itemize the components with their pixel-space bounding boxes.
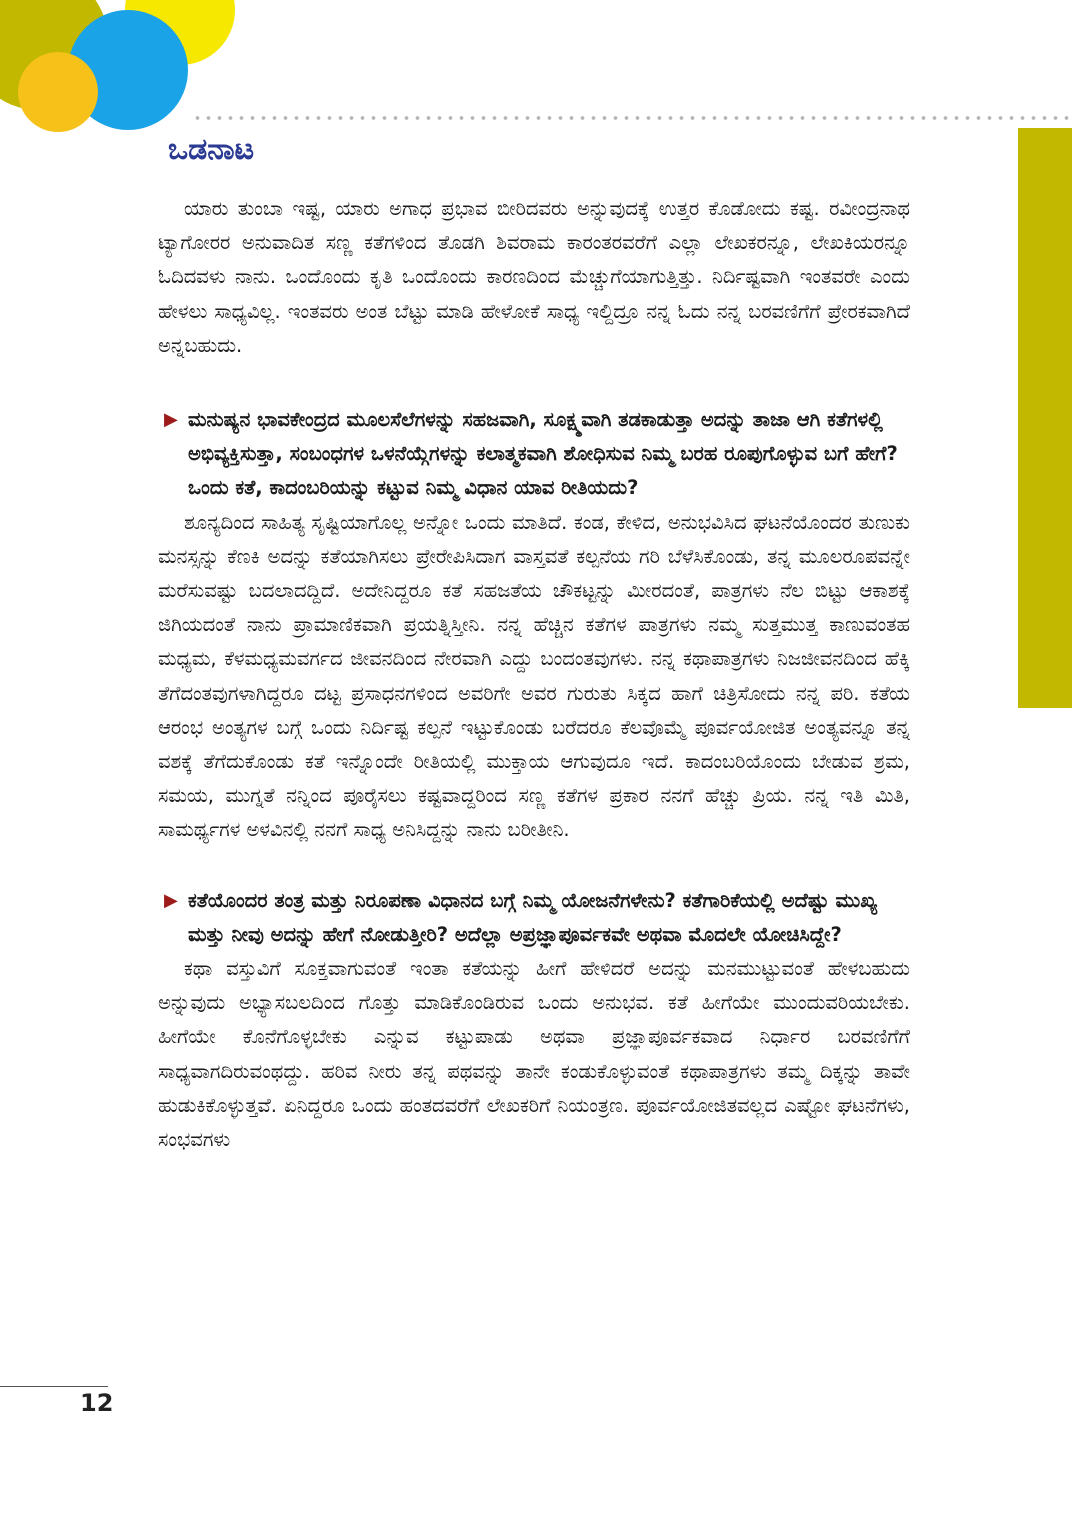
answer-2: ಕಥಾ ವಸ್ತುವಿಗೆ ಸೂಕ್ತವಾಗುವಂತೆ ಇಂತಾ ಕತೆಯನ್ನು ಹೀಗೆ ಹೇಳಿದರೆ ಅದನ್ನು ಮನಮುಟ್ಟುವಂತೆ ಹೇಳಬಹುದು ಅನ್ನುವುದು ಅಭ್ಯಾಸಬಲದಿಂದ ಗೊತ್ತು ಮಾಡಿಕೊಂಡಿರುವ ಒಂದು ಅನುಭವ. ಕತೆ ಹೀಗೆಯೇ ಮುಂದುವರಿಯಬೇಕು. ಹೀಗೆಯೇ ಕೊನೆಗೊಳ್ಳಬೇಕು ಎನ್ನುವ ಕಟ್ಟುಪಾಡು ಅಥವಾ ಪ್ರಜ್ಞಾಪೂರ್ವಕವಾದ ನಿರ್ಧಾರ ಬರವಣಿಗೆಗೆ ಸಾಧ್ಯವಾಗದಿರುವಂಥದ್ದು. ಹರಿವ ನೀರು ತನ್ನ ಪಥವನ್ನು ತಾನೇ ಕಂಡುಕೊಳ್ಳುವಂತೆ ಕಥಾಪಾತ್ರಗಳು ತಮ್ಮ ದಿಕ್ಕನ್ನು ತಾವೇ ಹುಡುಕಿಕೊಳ್ಳುತ್ತವೆ. ಏನಿದ್ದರೂ ಒಂದು ಹಂತದವರೆಗೆ ಲೇಖಕರಿಗೆ ನಿಯಂತ್ರಣ. ಪೂರ್ವಯೋಜಿತವಲ್ಲದ ಎಷ್ಟೋ ಘಟನೆಗಳು, ಸಂಭವಗಳು xyxy=(158,957,910,1152)
side-color-bar xyxy=(1018,128,1072,708)
answer-1: ಶೂನ್ಯದಿಂದ ಸಾಹಿತ್ಯ ಸೃಷ್ಟಿಯಾಗೊಲ್ಲ ಅನ್ನೋ ಒಂದು ಮಾತಿದೆ. ಕಂಡ, ಕೇಳಿದ, ಅನುಭವಿಸಿದ ಘಟನೆಯೊಂದರ ತುಣುಕು ಮನಸ್ಸನ್ನು ಕೆಣಕಿ ಅದನ್ನು ಕತೆಯಾಗಿಸಲು ಪ್ರೇರೇಪಿಸಿದಾಗ ವಾಸ್ತವತೆ ಕಲ್ಪನೆಯ ಗರಿ ಬೆಳೆಸಿಕೊಂಡು, ತನ್ನ ಮೂಲರೂಪವನ್ನೇ ಮರೆಸುವಷ್ಟು ಬದಲಾದದ್ದಿದೆ. ಅದೇನಿದ್ದರೂ ಕತೆ ಸಹಜತೆಯ ಚೌಕಟ್ಟನ್ನು ಮೀರದಂತೆ, ಪಾತ್ರಗಳು ನೆಲ ಬಿಟ್ಟು ಆಕಾಶಕ್ಕೆ ಜಿಗಿಯದಂತೆ ನಾನು ಪ್ರಾಮಾಣಿಕವಾಗಿ ಪ್ರಯತ್ನಿಸ್ತೀನಿ. ನನ್ನ ಹೆಚ್ಚಿನ ಕತೆಗಳ ಪಾತ್ರಗಳು ನಮ್ಮ ಸುತ್ತಮುತ್ತ ಕಾಣುವಂತಹ ಮಧ್ಯಮ, ಕೆಳಮಧ್ಯಮವರ್ಗದ ಜೀವನದಿಂದ ನೇರವಾಗಿ ಎದ್ದು ಬಂದಂತವುಗಳು. ನನ್ನ ಕಥಾಪಾತ್ರಗಳು ನಿಜಜೀವನದಿಂದ ಹೆಕ್ಕಿ ತೆಗೆದಂತವುಗಳಾಗಿದ್ದರೂ ದಟ್ಟ ಪ್ರಸಾಧನಗಳಿಂದ ಅವರಿಗೇ ಅವರ ಗುರುತು ಸಿಕ್ಕದ ಹಾಗೆ ಚಿತ್ರಿಸೋದು ನನ್ನ ಪರಿ. ಕತೆಯ ಆರಂಭ ಅಂತ್ಯಗಳ ಬಗ್ಗೆ ಒಂದು ನಿರ್ದಿಷ್ಟ ಕಲ್ಪನೆ ಇಟ್ಟುಕೊಂಡು ಬರೆದರೂ ಕೆಲವೊಮ್ಮೆ ಪೂರ್ವಯೋಜಿತ ಅಂತ್ಯವನ್ನೂ ತನ್ನ ವಶಕ್ಕೆ ತೆಗೆದುಕೊಂಡು ಕತೆ ಇನ್ನೊಂದೇ ರೀತಿಯಲ್ಲಿ ಮುಕ್ತಾಯ ಆಗುವುದೂ ಇದೆ. ಕಾದಂಬರಿಯೊಂದು ಬೇಡುವ ಶ್ರಮ, ಸಮಯ, ಮುಗ್ನತೆ ನನ್ನಿಂದ ಪೂರೈಸಲು ಕಷ್ಟವಾದ್ದರಿಂದ ಸಣ್ಣ ಕತೆಗಳ ಪ್ರಕಾರ ನನಗೆ ಹೆಚ್ಚು ಪ್ರಿಯ. ನನ್ನ ಇತಿ ಮಿತಿ, ಸಾಮರ್ಥ್ಯಗಳ ಅಳವಿನಲ್ಲಿ ನನಗೆ ಸಾಧ್ಯ ಅನಿಸಿದ್ದನ್ನು ನಾನು ಬರೀತೀನಿ. xyxy=(158,510,910,842)
triangle-bullet-icon: ▶ xyxy=(164,409,178,431)
intro-paragraph: ಯಾರು ತುಂಬಾ ಇಷ್ಟ, ಯಾರು ಅಗಾಧ ಪ್ರಭಾವ ಬೀರಿದವರು ಅನ್ನುವುದಕ್ಕೆ ಉತ್ತರ ಕೊಡೋದು ಕಷ್ಟ. ರವೀಂದ್ರನಾಥ ಟ್ಯಾಗೋರರ ಅನುವಾದಿತ ಸಣ್ಣ ಕತೆಗಳಿಂದ ತೊಡಗಿ ಶಿವರಾಮ ಕಾರಂತರವರೆಗೆ ಎಲ್ಲಾ ಲೇಖಕರನ್ನೂ, ಲೇಖಕಿಯರನ್ನೂ ಓದಿದವಳು ನಾನು. ಒಂದೊಂದು ಕೃತಿ ಒಂದೊಂದು ಕಾರಣದಿಂದ ಮೆಚ್ಚುಗೆಯಾಗುತ್ತಿತ್ತು. ನಿರ್ದಿಷ್ಟವಾಗಿ ಇಂತವರೇ ಎಂದು ಹೇಳಲು ಸಾಧ್ಯವಿಲ್ಲ. ಇಂತವರು ಅಂತ ಬೆಟ್ಟು ಮಾಡಿ ಹೇಳೋಕೆ ಸಾಧ್ಯ ಇಲ್ದಿದ್ರೂ ನನ್ನ ಓದು ನನ್ನ ಬರವಣಿಗೆಗೆ ಪ್ರೇರಕವಾಗಿದೆ ಅನ್ನಬಹುದು. xyxy=(158,197,910,357)
question-2-text: ಕತೆಯೊಂದರ ತಂತ್ರ ಮತ್ತು ನಿರೂಪಣಾ ವಿಧಾನದ ಬಗ್ಗೆ ನಿಮ್ಮ ಯೋಜನೆಗಳೇನು? ಕತೆಗಾರಿಕೆಯಲ್ಲಿ ಅದೆಷ್ಟು ಮುಖ್ಯ ಮತ್ತು ನೀವು ಅದನ್ನು ಹೇಗೆ ನೋಡುತ್ತೀರಿ? ಅದೆಲ್ಲಾ ಅಪ್ರಜ್ಞಾಪೂರ್ವಕವೇ ಅಥವಾ ಮೊದಲೇ ಯೋಚಿಸಿದ್ದೇ? xyxy=(188,888,878,946)
question-2 xyxy=(158,884,910,952)
dotted-divider xyxy=(192,116,1072,120)
question-1 xyxy=(158,403,910,506)
footer-line xyxy=(0,1386,108,1387)
article-body xyxy=(158,192,910,1157)
orange-circle xyxy=(18,52,98,132)
question-1-text: ಮನುಷ್ಯನ ಭಾವಕೇಂದ್ರದ ಮೂಲಸೆಲೆಗಳನ್ನು ಸಹಜವಾಗಿ, ಸೂಕ್ಷ್ಮವಾಗಿ ತಡಕಾಡುತ್ತಾ ಅದನ್ನು ತಾಜಾ ಆಗಿ ಕತೆಗಳಲ್ಲಿ ಅಭಿವ್ಯಕ್ತಿಸುತ್ತಾ, ಸಂಬಂಧಗಳ ಒಳನೆಯ್ಗೆಗಳನ್ನು ಕಲಾತ್ಮಕವಾಗಿ ಶೋಧಿಸುವ ನಿಮ್ಮ ಬರಹ ರೂಪುಗೊಳ್ಳುವ ಬಗೆ ಹೇಗೆ? ಒಂದು ಕತೆ, ಕಾದಂಬರಿಯನ್ನು ಕಟ್ಟುವ ನಿಮ್ಮ ವಿಧಾನ ಯಾವ ರೀತಿಯದು? xyxy=(188,408,898,500)
page-number: 12 xyxy=(80,1389,114,1417)
section-title: ಒಡನಾಟ xyxy=(168,132,255,167)
triangle-bullet-icon: ▶ xyxy=(164,889,178,911)
